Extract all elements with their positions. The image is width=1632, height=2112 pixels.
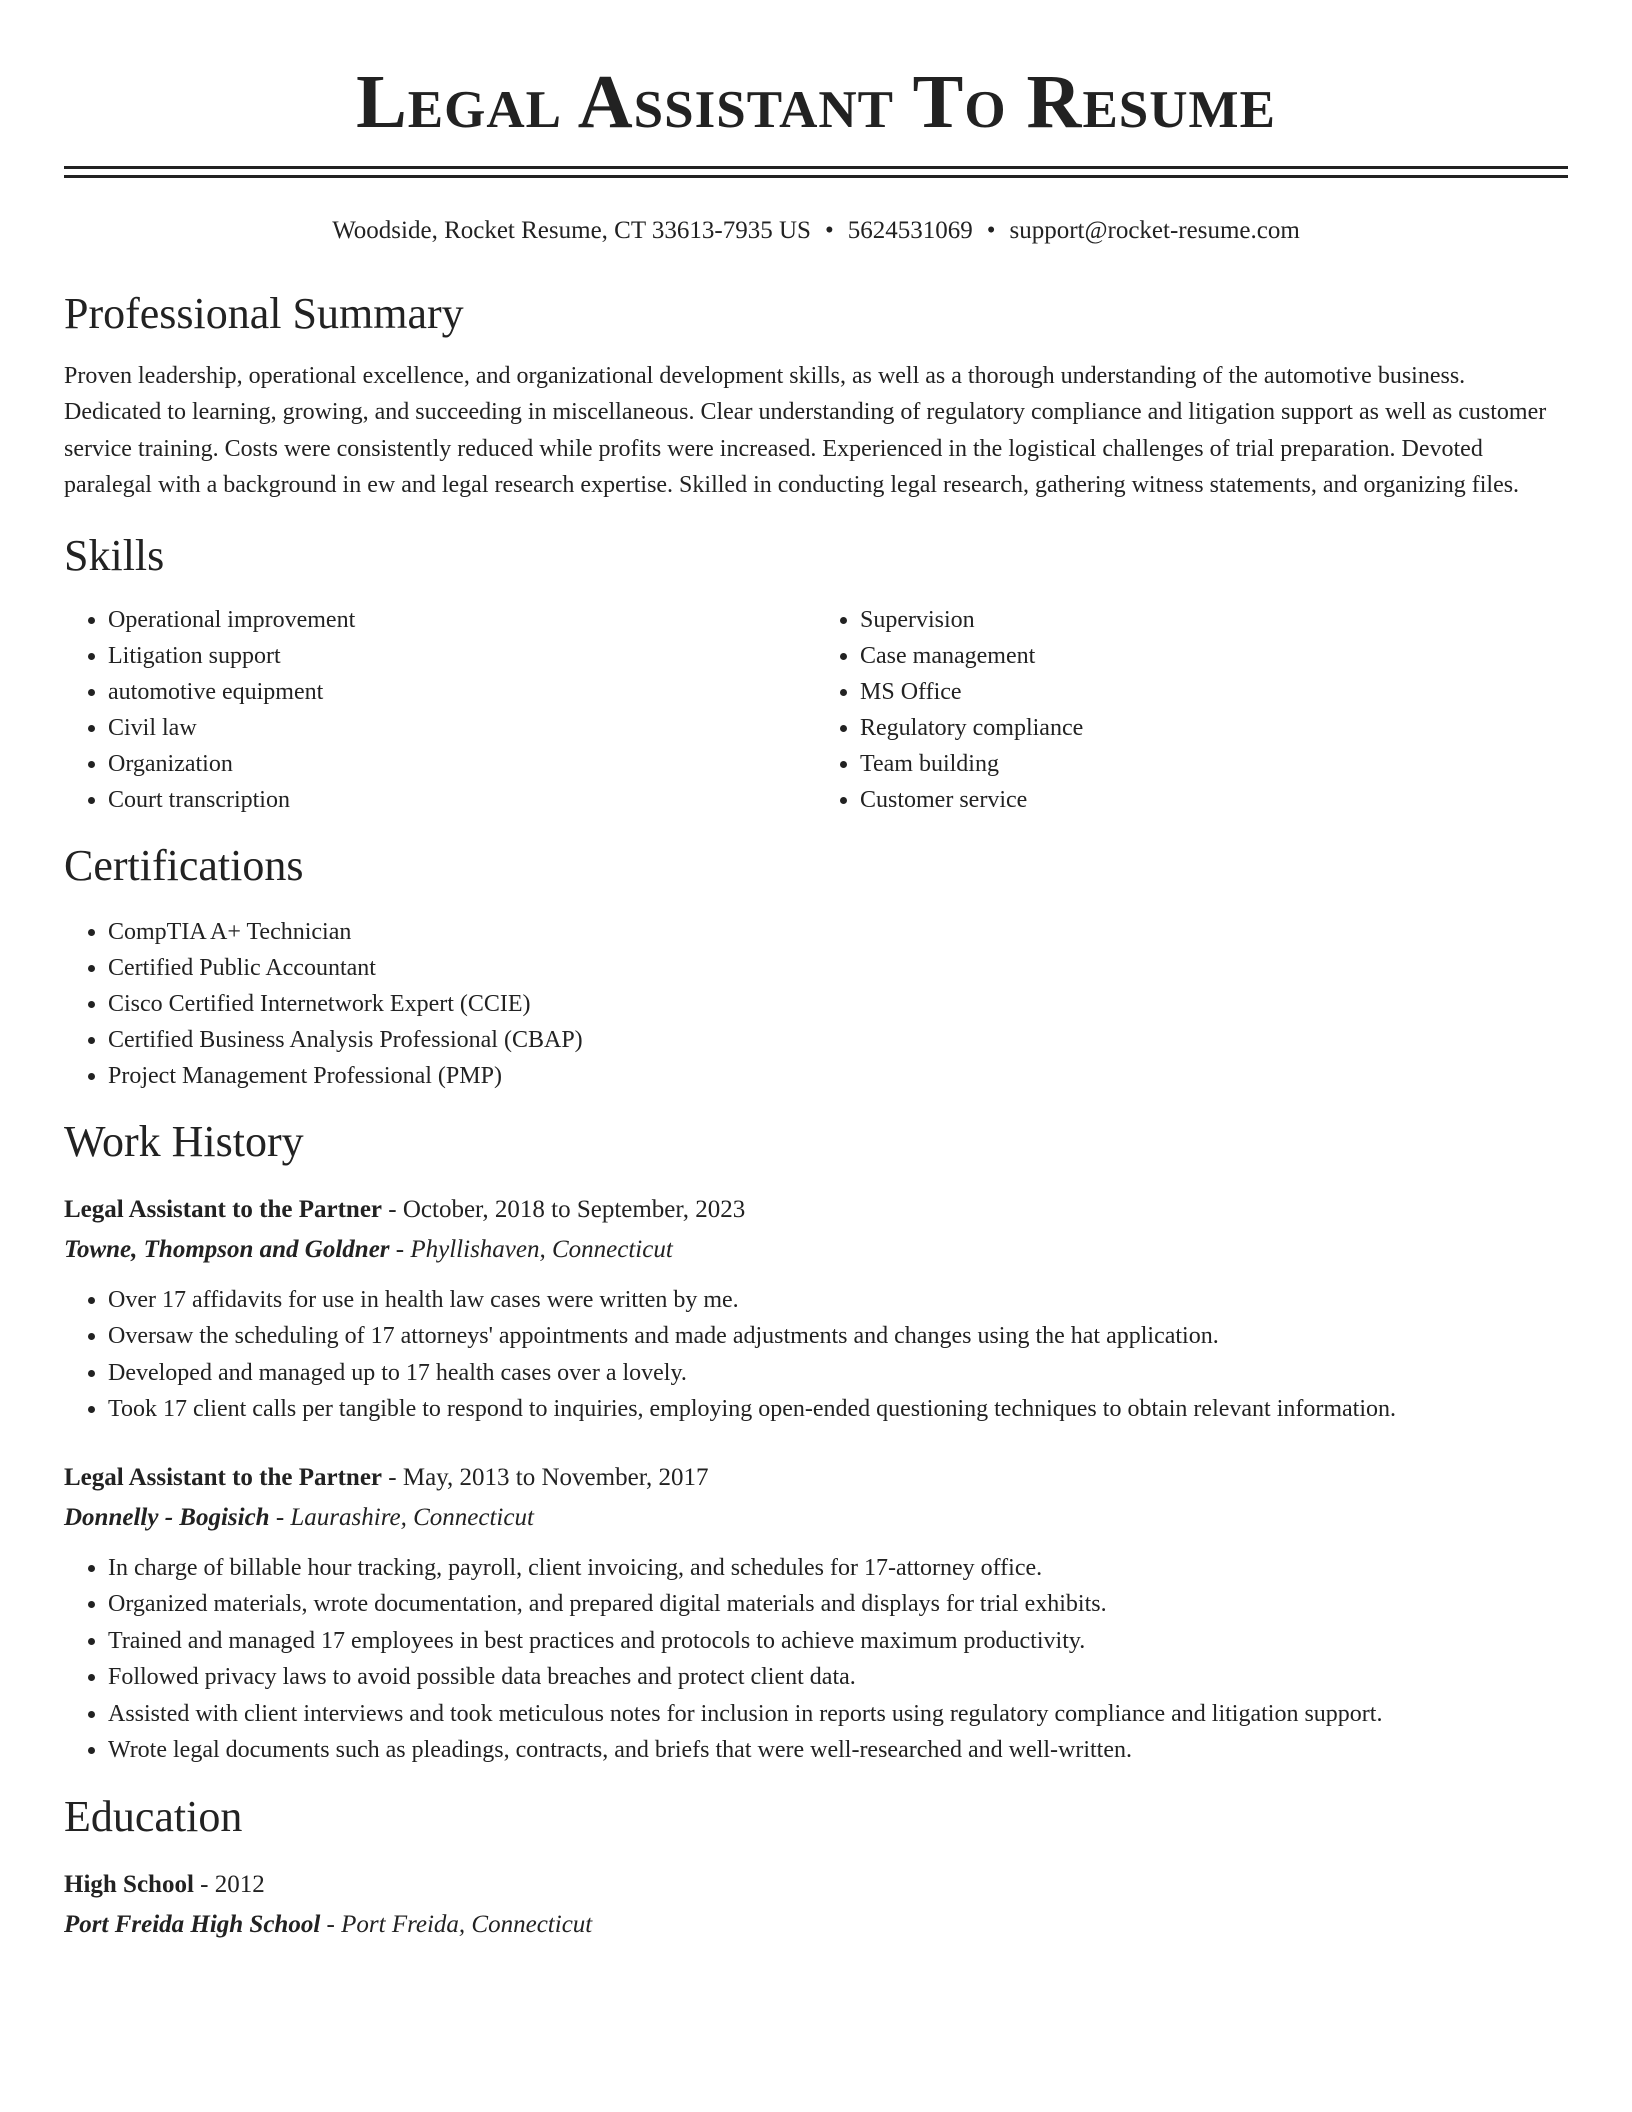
job-location: - Laurashire, Connecticut <box>269 1503 534 1531</box>
summary-heading: Professional Summary <box>64 289 464 338</box>
job-title: Legal Assistant to the Partner <box>64 1195 383 1223</box>
education-location: - Port Freida, Connecticut <box>320 1910 593 1938</box>
skill-item: • Supervision <box>860 602 1568 638</box>
job-bullet: • Over 17 affidavits for use in health law cases were written by me. <box>108 1282 1568 1319</box>
skills-heading: Skills <box>64 530 165 580</box>
certifications-list <box>64 914 1568 1094</box>
skills-list <box>64 602 1568 818</box>
contact-line <box>64 214 1568 248</box>
job-dates: - October, 2018 to September, 2023 <box>382 1195 746 1223</box>
skill-item: • automotive equipment <box>108 674 816 710</box>
education-entry <box>64 1865 1568 1945</box>
job-title-line <box>64 1458 1568 1498</box>
job-bullet: • Wrote legal documents such as pleadings, contracts, and briefs that were well-researched and well-written. <box>108 1732 1568 1769</box>
job-entry <box>64 1458 1568 1769</box>
education-school-line <box>64 1905 1568 1945</box>
certification-item: • CompTIA A+ Technician <box>108 914 1568 950</box>
certification-item: • Certified Business Analysis Professional (CBAP) <box>108 1022 1568 1058</box>
skill-item: • Case management <box>860 638 1568 674</box>
job-bullets <box>64 1282 1568 1428</box>
certification-item: • Cisco Certified Internetwork Expert (CCIE) <box>108 986 1568 1022</box>
job-title-line <box>64 1190 1568 1230</box>
contact-phone: 5624531069 <box>847 217 973 244</box>
job-entry <box>64 1190 1568 1428</box>
resume-title: Legal Assistant To Resume <box>356 60 1276 144</box>
skill-item: • Regulatory compliance <box>860 710 1568 746</box>
certifications-heading: Certifications <box>64 840 304 890</box>
resume-page <box>64 0 1568 1945</box>
certification-item: • Project Management Professional (PMP) <box>108 1058 1568 1094</box>
contact-separator: • <box>986 217 996 244</box>
skill-item: • Operational improvement <box>108 602 816 638</box>
skills-column-left <box>64 602 816 818</box>
skill-item: • Litigation support <box>108 638 816 674</box>
job-company: Towne, Thompson and Goldner <box>64 1235 390 1263</box>
job-bullet: • Trained and managed 17 employees in best practices and protocols to achieve maximum productivity. <box>108 1623 1568 1660</box>
job-bullet: • Followed privacy laws to avoid possible data breaches and protect client data. <box>108 1659 1568 1696</box>
job-bullet: • In charge of billable hour tracking, payroll, client invoicing, and schedules for 17-attorney office. <box>108 1550 1568 1587</box>
job-dates: - May, 2013 to November, 2017 <box>382 1463 709 1491</box>
education-year: - 2012 <box>193 1870 265 1898</box>
job-company-line <box>64 1230 1568 1270</box>
job-bullet: • Assisted with client interviews and took meticulous notes for inclusion in reports using regulatory compliance and litigation support. <box>108 1696 1568 1733</box>
job-bullet: • Oversaw the scheduling of 17 attorneys' appointments and made adjustments and changes using the hat application. <box>108 1318 1568 1355</box>
contact-address: Woodside, Rocket Resume, CT 33613-7935 US <box>332 217 811 244</box>
title-rule-top <box>64 166 1568 169</box>
job-bullets <box>64 1550 1568 1769</box>
job-bullet: • Organized materials, wrote documentation, and prepared digital materials and displays for trial exhibits. <box>108 1586 1568 1623</box>
education-degree: High School <box>64 1870 194 1898</box>
skill-item: • MS Office <box>860 674 1568 710</box>
title-rule-bottom <box>64 175 1568 178</box>
skills-column-right <box>816 602 1568 818</box>
skill-item: • Court transcription <box>108 782 816 818</box>
job-location: - Phyllishaven, Connecticut <box>389 1235 673 1263</box>
summary-text: Proven leadership, operational excellence, and organizational development skills, as well as a thorough understanding of the automotive business. Dedicated to learning, growing, and succeeding in miscellaneous. Clear understanding of regulatory compliance and litigation support as well as customer service training. Costs were consistently reduced while profits were increased. Experienced in the logistical challenges of trial preparation. Devoted paralegal with a background in ew and legal research expertise. Skilled in conducting legal research, gathering witness statements, and organizing files. <box>64 363 1547 499</box>
skill-item: • Team building <box>860 746 1568 782</box>
certification-item: • Certified Public Accountant <box>108 950 1568 986</box>
skill-item: • Civil law <box>108 710 816 746</box>
contact-separator: • <box>824 217 834 244</box>
job-bullet: • Took 17 client calls per tangible to respond to inquiries, employing open-ended questioning techniques to obtain relevant information. <box>108 1391 1568 1428</box>
skill-item: • Organization <box>108 746 816 782</box>
job-title: Legal Assistant to the Partner <box>64 1463 383 1491</box>
education-heading: Education <box>64 1791 243 1841</box>
education-school: Port Freida High School <box>64 1910 321 1938</box>
job-company-line <box>64 1498 1568 1538</box>
contact-email: support@rocket-resume.com <box>1009 217 1300 244</box>
skill-item: • Customer service <box>860 782 1568 818</box>
work-history-heading: Work History <box>64 1116 304 1166</box>
education-degree-line <box>64 1865 1568 1905</box>
job-company: Donnelly - Bogisich <box>64 1503 270 1531</box>
job-bullet: • Developed and managed up to 17 health cases over a lovely. <box>108 1355 1568 1392</box>
